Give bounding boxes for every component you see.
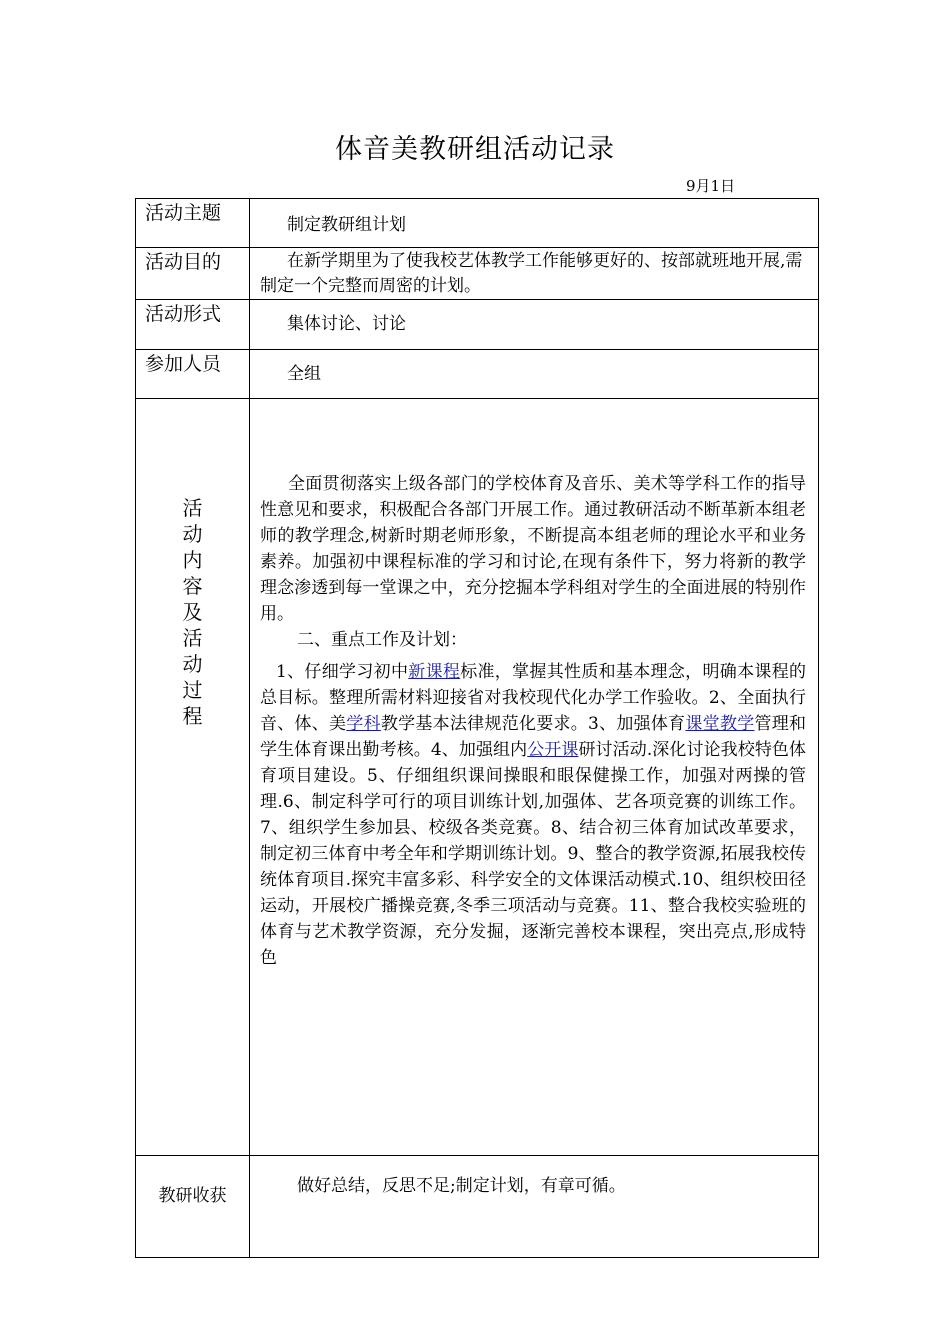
content-intro-paragraph: 全面贯彻落实上级各部门的学校体育及音乐、美术等学科工作的指导性意见和要求，积极配合各部门开展工作。通过教研活动不断革新本组老师的教学理念,树新时期老师形象，不断提高本组老师的理论水平和业务素养。加强初中课程标准的学习和讨论,在现有条件下，努力将新的教学理念渗透到每一堂课之中，充分挖掘本学科组对学生的全面进展的特别作用。: [260, 474, 806, 624]
purpose-label: 活动目的: [145, 251, 222, 273]
people-label: 参加人员: [145, 353, 222, 375]
purpose-value: 在新学期里为了使我校艺体教学工作能够更好的、按部就班地开展,需制定一个完整而周密的计划。: [260, 251, 803, 296]
form-label: 活动形式: [145, 303, 222, 325]
content-plan-paragraph: [260, 659, 806, 971]
topic-row: [136, 199, 819, 248]
content-label-char: 过: [182, 678, 203, 702]
content-label-cell: [136, 399, 250, 1156]
people-value: 全组: [287, 364, 321, 384]
purpose-value-cell: [250, 248, 819, 300]
content-label-char: 活: [182, 626, 203, 650]
content-subheading: 二、重点工作及计划：: [297, 630, 467, 650]
topic-value-cell: [250, 199, 819, 248]
form-value: 集体讨论、讨论: [287, 314, 406, 334]
content-label-char: 内: [182, 548, 203, 572]
plan-text: 教学基本法律规范化要求。3、加强体育: [380, 714, 686, 734]
content-row: [136, 399, 819, 1156]
content-label-char: 及: [182, 600, 203, 624]
content-value-cell: [250, 399, 819, 1156]
record-date: 9月1日: [686, 177, 736, 195]
page-title: 体音美教研组活动记录: [335, 134, 615, 165]
plan-text: 1、仔细学习初中: [276, 662, 409, 682]
topic-value: 制定教研组计划: [287, 215, 406, 235]
plan-text: 管理和学生体育课出勤考核。4、加强组内: [260, 714, 807, 760]
subject-link[interactable]: 学科: [346, 714, 381, 734]
purpose-row: [136, 248, 819, 300]
people-value-cell: [250, 350, 819, 399]
plan-text: 标准，掌握其性质和基本理念，明确本课程的总目标。整理所需材料迎接省对我校现代化办学工作验收。2、全面执行音、体、美: [260, 662, 806, 734]
topic-label: 活动主题: [145, 202, 222, 224]
form-value-cell: [250, 300, 819, 350]
form-row: [136, 300, 819, 350]
plan-text: 研讨活动.深化讨论我校特色体育项目建设。5、仔细组织课间操眼和眼保健操工作，加强对两操的管理.6、制定科学可行的项目训练计划,加强体、艺各项竞赛的训练工作。7、组织学生参加县、校级各类竞赛。8、结合初三体育加试改革要求，制定初三体育中考全年和学期训练计划。9、整合的教学资源,拓展我校传统体育项目.探究丰富多彩、科学安全的文体课活动模式.10、组织校田径运动，开展校广播操竞赛,冬季三项活动与竞赛。11、整合我校实验班的体育与艺术教学资源，充分发掘，逐渐完善校本课程，突出亮点,形成特色: [260, 740, 806, 968]
harvest-label: 教研收获: [136, 1156, 250, 1258]
content-label-char: 动: [182, 652, 203, 676]
people-row: [136, 350, 819, 399]
purpose-label-cell: [136, 248, 250, 300]
content-label-char: 活: [182, 496, 203, 520]
content-label-char: 动: [182, 522, 203, 546]
content-label-char: 程: [182, 704, 203, 728]
people-label-cell: [136, 350, 250, 399]
harvest-row: [136, 1156, 819, 1258]
classroom-teaching-link[interactable]: 课堂教学: [685, 714, 755, 734]
form-label-cell: [136, 300, 250, 350]
harvest-value-cell: [250, 1156, 819, 1258]
content-label-char: 容: [182, 574, 203, 598]
activity-record-table: [135, 198, 819, 1258]
harvest-value: 做好总结，反思不足;制定计划，有章可循。: [297, 1176, 626, 1196]
new-curriculum-link[interactable]: 新课程: [408, 662, 461, 682]
topic-label-cell: [136, 199, 250, 248]
open-class-link[interactable]: 公开课: [527, 740, 579, 760]
